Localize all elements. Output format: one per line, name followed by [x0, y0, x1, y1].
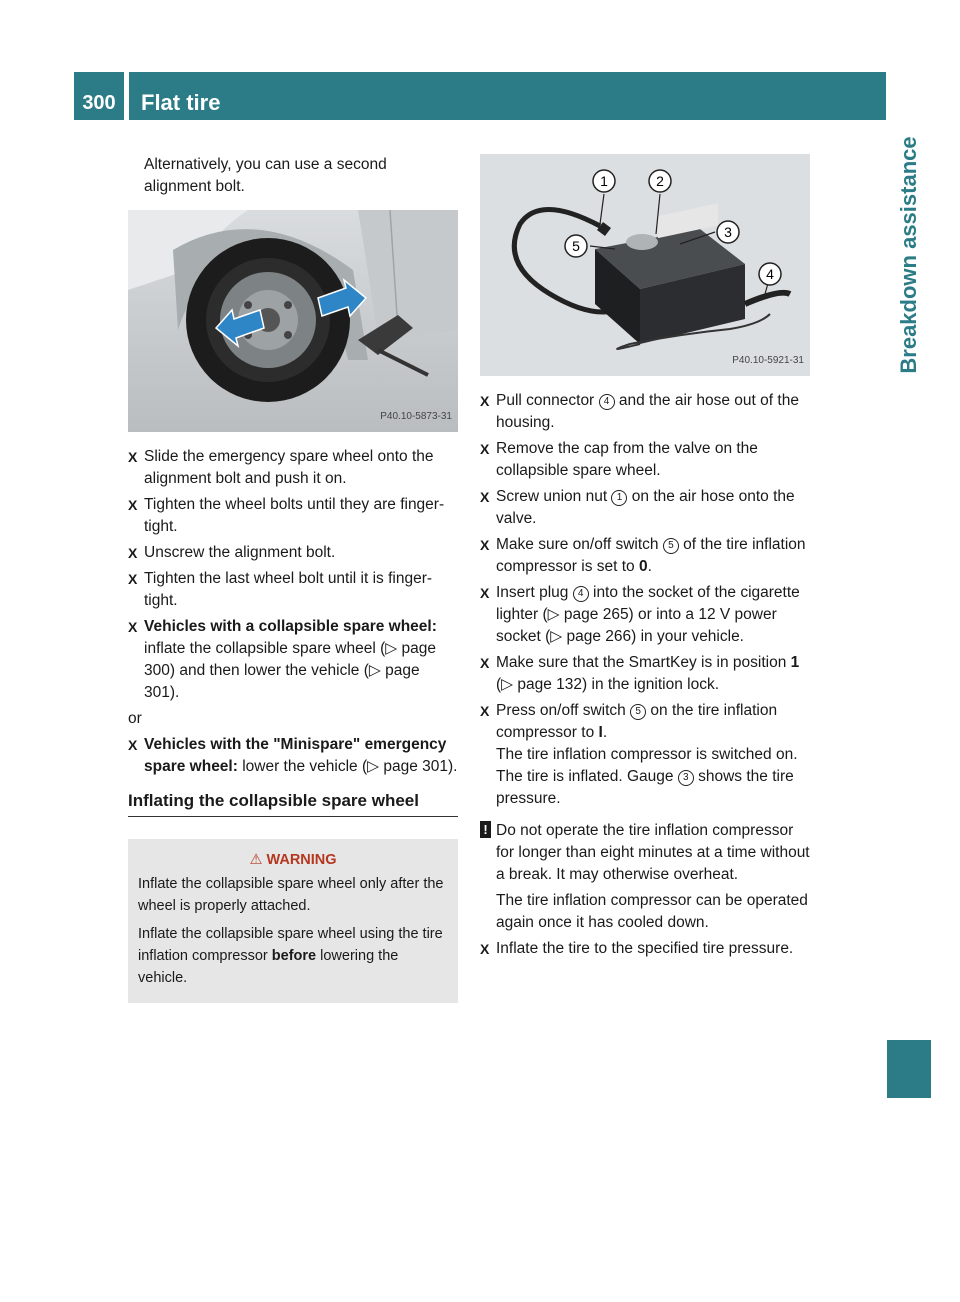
warning-text: Inflate the collapsible spare wheel using the tire inflation compressor before lowering the vehicle.	[138, 926, 443, 986]
step-marker-icon: X	[128, 571, 138, 587]
step-marker-icon: X	[128, 497, 138, 513]
step-marker-icon: X	[480, 489, 490, 505]
step-marker-icon: X	[128, 449, 138, 465]
spare-wheel-figure	[128, 210, 458, 432]
list-item: X Pull connector 4 and the air hose out of the housing.	[480, 392, 799, 431]
warning-box	[128, 839, 458, 1003]
warning-title: ⚠ WARNING	[249, 852, 337, 868]
step-marker-icon: X	[480, 393, 490, 409]
callout-2	[649, 170, 671, 192]
page-title: Flat tire	[129, 72, 886, 120]
section-heading: Inflating the collapsible spare wheel	[128, 790, 458, 817]
callout-ref: 5	[663, 538, 679, 554]
callout-ref: 5	[630, 704, 646, 720]
side-tab-block	[887, 1040, 931, 1098]
callout-ref: 4	[573, 586, 589, 602]
list-item: X Inflate the tire to the specified tire pressure.	[480, 938, 812, 960]
step-marker-icon: X	[128, 737, 138, 753]
or-text: or	[128, 710, 142, 727]
callout-4	[759, 263, 781, 285]
callout-ref: 1	[611, 490, 627, 506]
list-item: X Screw union nut 1 on the air hose onto the valve.	[480, 488, 795, 527]
list-item: X Slide the emergency spare wheel onto the alignment bolt and push it on.	[128, 448, 434, 487]
list-item: X Make sure that the SmartKey is in position 1 (▷ page 132) in the ignition lock.	[480, 654, 800, 693]
note-text: Do not operate the tire inflation compressor for longer than eight minutes at a time without a break. It may otherwise overheat.	[496, 822, 810, 883]
step-marker-icon: X	[128, 619, 138, 635]
warning-text: Inflate the collapsible spare wheel only after the wheel is properly attached.	[138, 876, 444, 914]
callout-ref: 3	[678, 770, 694, 786]
exclamation-icon: !	[480, 821, 491, 838]
list-item: X Press on/off switch 5 on the tire inflation compressor to I. The tire inflation compressor is switched on. The tire is inflated. Gauge 3 shows the tire pressure.	[480, 702, 798, 807]
svg-text:1: 1	[600, 173, 608, 189]
step-marker-icon: X	[480, 703, 490, 719]
callout-1	[593, 170, 615, 192]
step-marker-icon: X	[480, 941, 490, 957]
intro-text: Alternatively, you can use a second alignment bolt.	[144, 156, 387, 195]
step-marker-icon: X	[480, 441, 490, 457]
callout-3	[717, 221, 739, 243]
caution-note	[480, 820, 812, 934]
spare-wheel-illustration	[128, 210, 458, 432]
note-text: The tire inflation compressor can be operated again once it has cooled down.	[496, 892, 808, 931]
svg-text:2: 2	[656, 173, 664, 189]
list-item: X Make sure on/off switch 5 of the tire inflation compressor is set to 0.	[480, 536, 806, 575]
figure-code: P40.10-5921-31	[732, 355, 804, 366]
list-item: X Vehicles with a collapsible spare wheel: inflate the collapsible spare wheel (▷ page 300) and then lower the vehicle (▷ page 301).	[128, 618, 437, 701]
step-marker-icon: X	[480, 655, 490, 671]
step-marker-icon: X	[480, 537, 490, 553]
warning-triangle-icon: ⚠	[249, 852, 267, 868]
step-marker-icon: X	[128, 545, 138, 561]
callout-ref: 4	[599, 394, 615, 410]
list-item: X Remove the cap from the valve on the collapsible spare wheel.	[480, 440, 758, 479]
list-item: X Tighten the wheel bolts until they are finger-tight.	[128, 496, 445, 535]
list-item: X Tighten the last wheel bolt until it is finger-tight.	[128, 570, 433, 609]
list-item: X Insert plug 4 into the socket of the cigarette lighter (▷ page 265) or into a 12 V power socket (▷ page 266) in your vehicle.	[480, 584, 800, 645]
list-item: X Unscrew the alignment bolt.	[128, 542, 458, 564]
compressor-illustration	[480, 154, 810, 376]
svg-text:5: 5	[572, 238, 580, 254]
callout-5	[565, 235, 587, 257]
side-tab-label: Breakdown assistance	[896, 136, 921, 374]
figure-code: P40.10-5873-31	[380, 411, 452, 422]
list-item: X Vehicles with the "Minispare" emergency spare wheel: lower the vehicle (▷ page 301).	[128, 736, 458, 775]
compressor-figure	[480, 154, 810, 376]
left-column	[128, 154, 458, 1003]
right-column	[480, 154, 812, 964]
page-number: 300	[74, 72, 124, 120]
svg-text:4: 4	[766, 266, 774, 282]
svg-text:3: 3	[724, 224, 732, 240]
step-marker-icon: X	[480, 585, 490, 601]
